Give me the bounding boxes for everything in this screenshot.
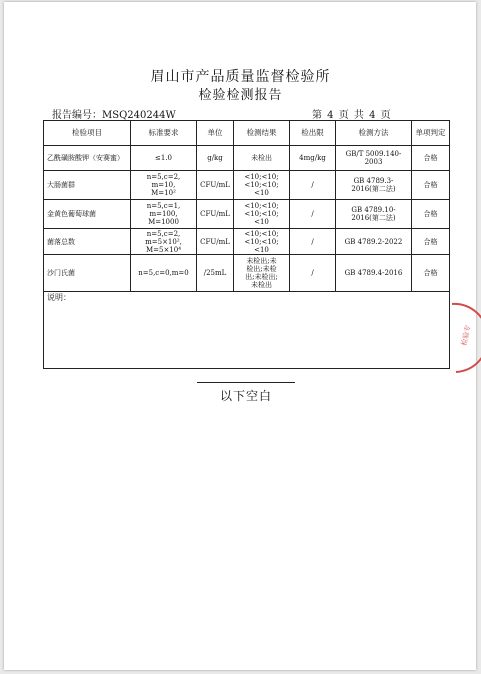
cell-verdict: 合格 — [412, 171, 450, 200]
cell-verdict: 合格 — [412, 229, 450, 255]
cell-standard: n=5,c=0,m=0 — [131, 255, 197, 292]
cell-verdict: 合格 — [412, 146, 450, 171]
cell-limit: / — [290, 229, 336, 255]
cell-result: 未检出;未 检出;未检 出;未检出; 未检出 — [234, 255, 290, 292]
end-divider — [197, 382, 295, 383]
cell-result: <10;<10; <10;<10; <10 — [234, 200, 290, 229]
cell-item: 乙酰磺胺酸钾（安赛蜜） — [44, 146, 131, 171]
cell-verdict: 合格 — [412, 200, 450, 229]
cell-unit: g/kg — [197, 146, 234, 171]
table-row — [44, 171, 450, 200]
cell-limit: / — [290, 200, 336, 229]
cell-unit: CFU/mL — [197, 229, 234, 255]
report-subtitle: 检验检测报告 — [198, 88, 283, 103]
cell-unit: /25mL — [197, 255, 234, 292]
cell-standard: n=5,c=2, m=10, M=10² — [131, 171, 197, 200]
table-row — [44, 255, 450, 292]
cell-method: GB/T 5009.140-2003 — [336, 146, 412, 171]
table-header-row — [44, 121, 450, 146]
header-item: 检验项目 — [44, 121, 131, 146]
cell-standard: n=5,c=1, m=100, M=1000 — [131, 200, 197, 229]
cell-method: GB 4789.2-2022 — [336, 229, 412, 255]
header-limit: 检出限 — [290, 121, 336, 146]
results-table — [43, 120, 450, 369]
cell-method: GB 4789.4-2016 — [336, 255, 412, 292]
official-seal-icon — [446, 300, 481, 376]
institution-title: 眉山市产品质量监督检验所 — [150, 69, 331, 85]
page-number: 第 4 页 共 4 页 — [312, 110, 391, 121]
seal-fragment-text: 检验专 — [460, 324, 473, 347]
cell-result: <10;<10; <10;<10; <10 — [234, 229, 290, 255]
header-unit: 单位 — [197, 121, 234, 146]
header-result: 检测结果 — [234, 121, 290, 146]
cell-limit: / — [290, 171, 336, 200]
cell-method: GB 4789.10- 2016(第二法) — [336, 200, 412, 229]
notes-label: 说明： — [44, 292, 450, 369]
report-number: 报告编号：MSQ240244W — [52, 110, 176, 121]
cell-item: 大肠菌群 — [44, 171, 131, 200]
cell-item: 金黄色葡萄球菌 — [44, 200, 131, 229]
table-row — [44, 200, 450, 229]
cell-result: <10;<10; <10;<10; <10 — [234, 171, 290, 200]
cell-result: 未检出 — [234, 146, 290, 171]
notes-row — [44, 292, 450, 369]
cell-standard: n=5,c=2, m=5×10², M=5×10⁴ — [131, 229, 197, 255]
cell-verdict: 合格 — [412, 255, 450, 292]
table-row — [44, 146, 450, 171]
cell-method: GB 4789.3- 2016(第二法) — [336, 171, 412, 200]
header-standard: 标准要求 — [131, 121, 197, 146]
header-method: 检测方法 — [336, 121, 412, 146]
cell-limit: / — [290, 255, 336, 292]
cell-unit: CFU/mL — [197, 171, 234, 200]
cell-standard: ≤1.0 — [131, 146, 197, 171]
table-row — [44, 229, 450, 255]
end-of-content-text: 以下空白 — [219, 389, 272, 403]
header-verdict: 单项判定 — [412, 121, 450, 146]
cell-item: 沙门氏菌 — [44, 255, 131, 292]
cell-unit: CFU/mL — [197, 200, 234, 229]
cell-limit: 4mg/kg — [290, 146, 336, 171]
cell-item: 菌落总数 — [44, 229, 131, 255]
